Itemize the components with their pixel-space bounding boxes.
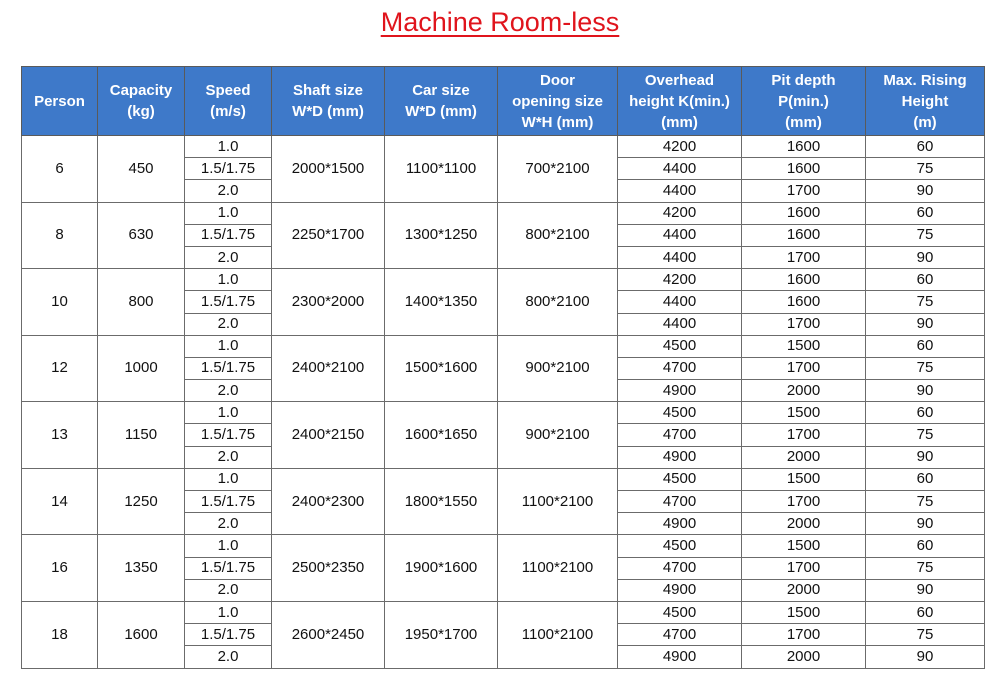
header-capacity: Capacity (kg) — [98, 67, 185, 136]
door-size-cell: 900*2100 — [498, 402, 618, 469]
car-size-cell: 1800*1550 — [385, 468, 498, 535]
overhead-height-cell: 4500 — [618, 335, 742, 357]
overhead-height-cell: 4200 — [618, 136, 742, 158]
door-size-cell: 800*2100 — [498, 202, 618, 269]
door-size-cell: 700*2100 — [498, 136, 618, 203]
pit-depth-cell: 1500 — [742, 335, 866, 357]
person-cell: 6 — [22, 136, 98, 203]
header-max-rising-height: Max. Rising Height (m) — [866, 67, 985, 136]
car-size-cell: 1300*1250 — [385, 202, 498, 269]
car-size-cell: 1100*1100 — [385, 136, 498, 203]
speed-cell: 1.5/1.75 — [185, 158, 272, 180]
capacity-cell: 1250 — [98, 468, 185, 535]
person-cell: 18 — [22, 601, 98, 668]
overhead-height-cell: 4500 — [618, 468, 742, 490]
pit-depth-cell: 2000 — [742, 579, 866, 601]
header-shaft-size: Shaft size W*D (mm) — [272, 67, 385, 136]
pit-depth-cell: 1700 — [742, 246, 866, 268]
capacity-cell: 630 — [98, 202, 185, 269]
table-row — [22, 335, 985, 357]
pit-depth-cell: 1500 — [742, 535, 866, 557]
pit-depth-cell: 1600 — [742, 269, 866, 291]
overhead-height-cell: 4700 — [618, 357, 742, 379]
shaft-size-cell: 2600*2450 — [272, 601, 385, 668]
max-rising-height-cell: 75 — [866, 158, 985, 180]
speed-cell: 1.5/1.75 — [185, 224, 272, 246]
shaft-size-cell: 2300*2000 — [272, 269, 385, 336]
max-rising-height-cell: 75 — [866, 357, 985, 379]
pit-depth-cell: 1500 — [742, 402, 866, 424]
speed-cell: 1.5/1.75 — [185, 291, 272, 313]
overhead-height-cell: 4400 — [618, 313, 742, 335]
door-size-cell: 1100*2100 — [498, 468, 618, 535]
max-rising-height-cell: 60 — [866, 136, 985, 158]
page-title — [0, 4, 1000, 40]
max-rising-height-cell: 60 — [866, 335, 985, 357]
speed-cell: 1.5/1.75 — [185, 357, 272, 379]
speed-cell: 1.0 — [185, 202, 272, 224]
door-size-cell: 900*2100 — [498, 335, 618, 402]
shaft-size-cell: 2400*2300 — [272, 468, 385, 535]
table-row — [22, 468, 985, 490]
table-row — [22, 601, 985, 623]
capacity-cell: 1150 — [98, 402, 185, 469]
pit-depth-cell: 1500 — [742, 468, 866, 490]
max-rising-height-cell: 60 — [866, 402, 985, 424]
pit-depth-cell: 1600 — [742, 291, 866, 313]
pit-depth-cell: 1500 — [742, 601, 866, 623]
speed-cell: 1.0 — [185, 601, 272, 623]
speed-cell: 1.0 — [185, 136, 272, 158]
pit-depth-cell: 1700 — [742, 424, 866, 446]
table-body — [22, 136, 985, 669]
door-size-cell: 1100*2100 — [498, 601, 618, 668]
overhead-height-cell: 4400 — [618, 180, 742, 202]
speed-cell: 1.0 — [185, 468, 272, 490]
shaft-size-cell: 2400*2100 — [272, 335, 385, 402]
table-row — [22, 402, 985, 424]
header-car-size: Car size W*D (mm) — [385, 67, 498, 136]
header-pit-depth: Pit depth P(min.) (mm) — [742, 67, 866, 136]
overhead-height-cell: 4700 — [618, 624, 742, 646]
page-title-text: Machine Room-less — [380, 7, 620, 37]
overhead-height-cell: 4500 — [618, 402, 742, 424]
speed-cell: 1.5/1.75 — [185, 624, 272, 646]
max-rising-height-cell: 60 — [866, 468, 985, 490]
speed-cell: 1.0 — [185, 402, 272, 424]
max-rising-height-cell: 60 — [866, 269, 985, 291]
speed-cell: 2.0 — [185, 313, 272, 335]
pit-depth-cell: 1700 — [742, 557, 866, 579]
speed-cell: 2.0 — [185, 246, 272, 268]
shaft-size-cell: 2000*1500 — [272, 136, 385, 203]
max-rising-height-cell: 75 — [866, 291, 985, 313]
car-size-cell: 1900*1600 — [385, 535, 498, 602]
person-cell: 10 — [22, 269, 98, 336]
pit-depth-cell: 2000 — [742, 513, 866, 535]
overhead-height-cell: 4900 — [618, 380, 742, 402]
overhead-height-cell: 4900 — [618, 513, 742, 535]
car-size-cell: 1950*1700 — [385, 601, 498, 668]
speed-cell: 2.0 — [185, 646, 272, 668]
max-rising-height-cell: 75 — [866, 491, 985, 513]
overhead-height-cell: 4700 — [618, 557, 742, 579]
pit-depth-cell: 1700 — [742, 491, 866, 513]
person-cell: 8 — [22, 202, 98, 269]
table-row — [22, 136, 985, 158]
max-rising-height-cell: 90 — [866, 646, 985, 668]
spec-table — [21, 66, 985, 669]
overhead-height-cell: 4200 — [618, 269, 742, 291]
max-rising-height-cell: 90 — [866, 513, 985, 535]
pit-depth-cell: 1700 — [742, 180, 866, 202]
pit-depth-cell: 2000 — [742, 380, 866, 402]
table-row — [22, 269, 985, 291]
max-rising-height-cell: 75 — [866, 624, 985, 646]
person-cell: 12 — [22, 335, 98, 402]
header-person: Person — [22, 67, 98, 136]
speed-cell: 1.5/1.75 — [185, 424, 272, 446]
overhead-height-cell: 4200 — [618, 202, 742, 224]
person-cell: 16 — [22, 535, 98, 602]
max-rising-height-cell: 90 — [866, 579, 985, 601]
overhead-height-cell: 4900 — [618, 579, 742, 601]
table-row — [22, 535, 985, 557]
overhead-height-cell: 4700 — [618, 491, 742, 513]
max-rising-height-cell: 90 — [866, 446, 985, 468]
header-door-size: Door opening size W*H (mm) — [498, 67, 618, 136]
capacity-cell: 1600 — [98, 601, 185, 668]
max-rising-height-cell: 90 — [866, 180, 985, 202]
shaft-size-cell: 2400*2150 — [272, 402, 385, 469]
pit-depth-cell: 1600 — [742, 136, 866, 158]
overhead-height-cell: 4900 — [618, 646, 742, 668]
shaft-size-cell: 2250*1700 — [272, 202, 385, 269]
speed-cell: 1.0 — [185, 535, 272, 557]
pit-depth-cell: 1700 — [742, 357, 866, 379]
capacity-cell: 1000 — [98, 335, 185, 402]
door-size-cell: 800*2100 — [498, 269, 618, 336]
overhead-height-cell: 4400 — [618, 224, 742, 246]
capacity-cell: 450 — [98, 136, 185, 203]
person-cell: 13 — [22, 402, 98, 469]
overhead-height-cell: 4500 — [618, 601, 742, 623]
max-rising-height-cell: 90 — [866, 380, 985, 402]
overhead-height-cell: 4400 — [618, 246, 742, 268]
overhead-height-cell: 4700 — [618, 424, 742, 446]
overhead-height-cell: 4400 — [618, 158, 742, 180]
car-size-cell: 1500*1600 — [385, 335, 498, 402]
overhead-height-cell: 4500 — [618, 535, 742, 557]
table-row — [22, 202, 985, 224]
overhead-height-cell: 4400 — [618, 291, 742, 313]
person-cell: 14 — [22, 468, 98, 535]
speed-cell: 1.5/1.75 — [185, 491, 272, 513]
capacity-cell: 800 — [98, 269, 185, 336]
header-row — [22, 67, 985, 136]
speed-cell: 2.0 — [185, 579, 272, 601]
max-rising-height-cell: 60 — [866, 601, 985, 623]
pit-depth-cell: 1600 — [742, 158, 866, 180]
header-speed: Speed (m/s) — [185, 67, 272, 136]
max-rising-height-cell: 60 — [866, 202, 985, 224]
overhead-height-cell: 4900 — [618, 446, 742, 468]
max-rising-height-cell: 75 — [866, 557, 985, 579]
header-overhead-height: Overhead height K(min.) (mm) — [618, 67, 742, 136]
max-rising-height-cell: 90 — [866, 313, 985, 335]
speed-cell: 2.0 — [185, 180, 272, 202]
pit-depth-cell: 1600 — [742, 224, 866, 246]
shaft-size-cell: 2500*2350 — [272, 535, 385, 602]
max-rising-height-cell: 90 — [866, 246, 985, 268]
speed-cell: 2.0 — [185, 513, 272, 535]
speed-cell: 1.5/1.75 — [185, 557, 272, 579]
max-rising-height-cell: 75 — [866, 424, 985, 446]
car-size-cell: 1600*1650 — [385, 402, 498, 469]
pit-depth-cell: 2000 — [742, 646, 866, 668]
max-rising-height-cell: 60 — [866, 535, 985, 557]
pit-depth-cell: 1700 — [742, 313, 866, 335]
speed-cell: 1.0 — [185, 335, 272, 357]
car-size-cell: 1400*1350 — [385, 269, 498, 336]
pit-depth-cell: 1600 — [742, 202, 866, 224]
max-rising-height-cell: 75 — [866, 224, 985, 246]
capacity-cell: 1350 — [98, 535, 185, 602]
door-size-cell: 1100*2100 — [498, 535, 618, 602]
pit-depth-cell: 2000 — [742, 446, 866, 468]
speed-cell: 2.0 — [185, 380, 272, 402]
pit-depth-cell: 1700 — [742, 624, 866, 646]
speed-cell: 2.0 — [185, 446, 272, 468]
speed-cell: 1.0 — [185, 269, 272, 291]
